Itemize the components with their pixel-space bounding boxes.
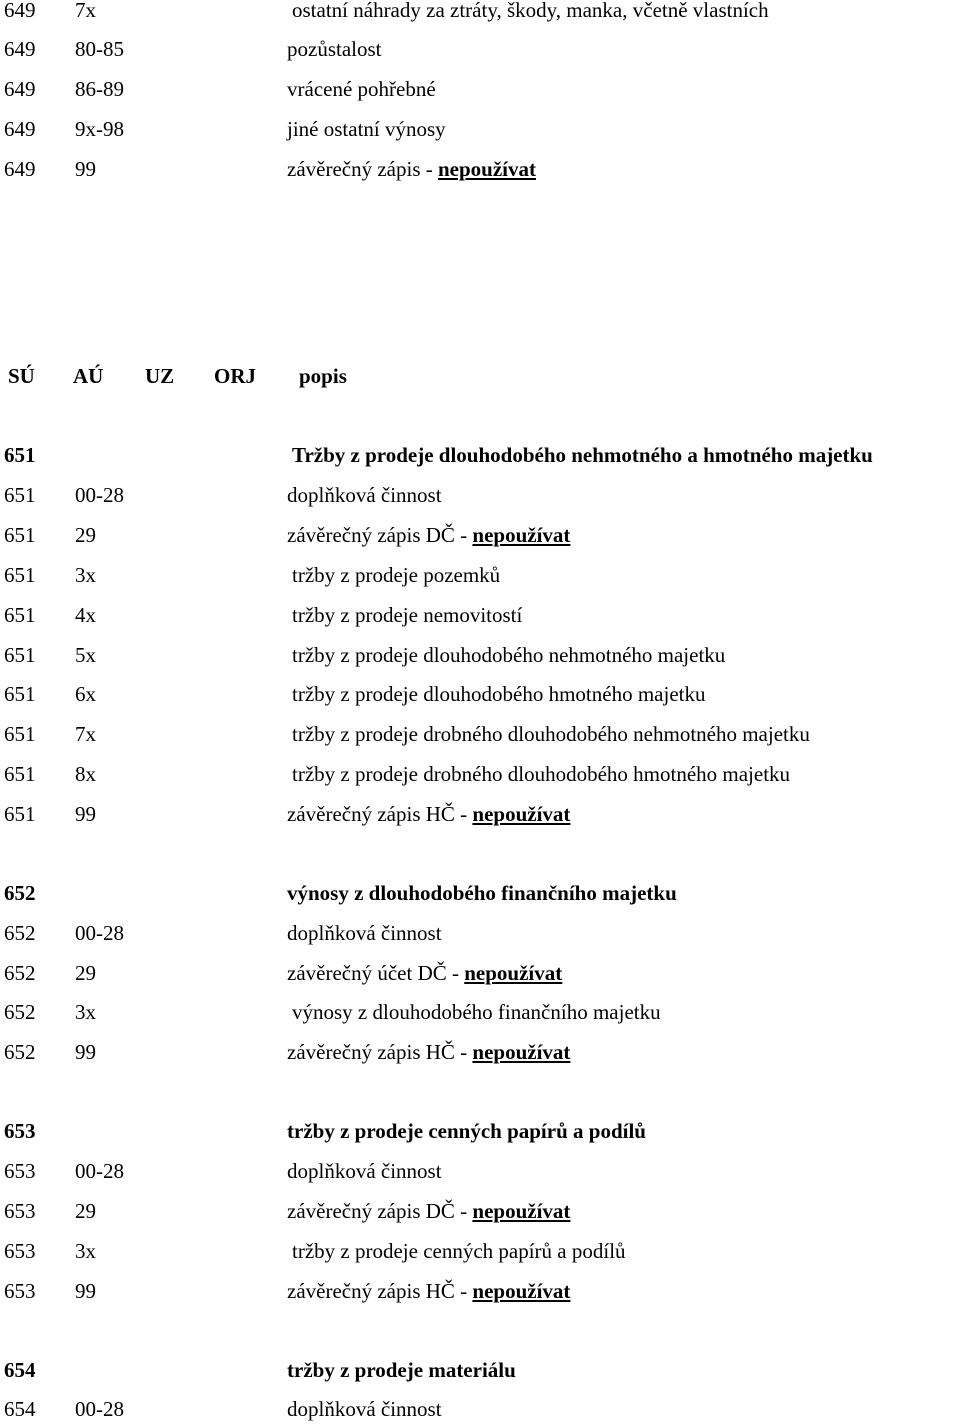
au-cell: 00-28 (75, 1159, 124, 1183)
su-cell: 649 (4, 77, 36, 101)
su-cell: 652 (4, 1040, 36, 1064)
au-cell: 3x (75, 1239, 96, 1263)
su-cell: 651 (4, 523, 36, 547)
au-cell: 86-89 (75, 77, 124, 101)
au-cell: 3x (75, 1000, 96, 1024)
desc-cell: pozůstalost (287, 37, 382, 61)
column-header (0, 361, 960, 391)
header-au: AÚ (73, 364, 104, 388)
section-code: 652 (4, 881, 36, 905)
desc-cell (287, 520, 570, 550)
desc-cell (287, 154, 536, 184)
desc-cell: tržby z prodeje nemovitostí (292, 603, 523, 627)
su-cell: 653 (4, 1239, 36, 1263)
desc-text: závěrečný zápis DČ - (287, 523, 473, 547)
desc-text: závěrečný zápis - (287, 157, 438, 181)
section-code: 653 (4, 1119, 36, 1143)
desc-text: závěrečný zápis DČ - (287, 1199, 473, 1223)
do-not-use-label: nepoužívat (472, 1279, 571, 1303)
table-row (0, 679, 960, 709)
table-row (0, 640, 960, 670)
desc-cell (287, 1276, 570, 1306)
table-row (0, 1196, 960, 1226)
desc-cell (287, 958, 562, 988)
table-row (0, 1236, 960, 1266)
su-cell: 652 (4, 961, 36, 985)
table-row (0, 799, 960, 829)
section-title: tržby z prodeje cenných papírů a podílů (287, 1119, 646, 1143)
desc-cell (287, 1037, 570, 1067)
au-cell: 9x-98 (75, 117, 124, 141)
su-cell: 651 (4, 643, 36, 667)
su-cell: 649 (4, 157, 36, 181)
au-cell: 29 (75, 523, 96, 547)
table-row (0, 0, 960, 25)
su-cell: 651 (4, 762, 36, 786)
au-cell: 3x (75, 563, 96, 587)
do-not-use-label: nepoužívat (472, 1040, 571, 1064)
desc-cell: výnosy z dlouhodobého finančního majetku (292, 1000, 661, 1024)
table-row (0, 520, 960, 550)
au-cell: 00-28 (75, 1397, 124, 1421)
desc-cell: tržby z prodeje dlouhodobého hmotného majetku (292, 682, 706, 706)
au-cell: 5x (75, 643, 96, 667)
su-cell: 651 (4, 682, 36, 706)
desc-text: závěrečný zápis HČ - (287, 1040, 473, 1064)
table-row (0, 918, 960, 948)
section-title: výnosy z dlouhodobého finančního majetku (287, 881, 677, 905)
au-cell: 29 (75, 961, 96, 985)
su-cell: 654 (4, 1397, 36, 1421)
table-row (0, 600, 960, 630)
table-row (0, 719, 960, 749)
au-cell: 99 (75, 802, 96, 826)
su-cell: 653 (4, 1279, 36, 1303)
au-cell: 4x (75, 603, 96, 627)
section-heading (0, 1355, 960, 1385)
au-cell: 99 (75, 1040, 96, 1064)
desc-cell: doplňková činnost (287, 1397, 442, 1421)
su-cell: 653 (4, 1159, 36, 1183)
table-row (0, 1394, 960, 1424)
section-heading (0, 878, 960, 908)
desc-text: závěrečný zápis HČ - (287, 1279, 473, 1303)
do-not-use-label: nepoužívat (438, 157, 537, 181)
au-cell: 00-28 (75, 483, 124, 507)
su-cell: 651 (4, 802, 36, 826)
su-cell: 649 (4, 0, 36, 22)
su-cell: 653 (4, 1199, 36, 1223)
do-not-use-label: nepoužívat (472, 1199, 571, 1223)
section-code: 651 (4, 443, 36, 467)
do-not-use-label: nepoužívat (472, 802, 571, 826)
desc-cell (287, 799, 570, 829)
su-cell: 649 (4, 37, 36, 61)
su-cell: 651 (4, 483, 36, 507)
section-code: 654 (4, 1358, 36, 1382)
table-row (0, 1037, 960, 1067)
table-row (0, 154, 960, 184)
su-cell: 651 (4, 722, 36, 746)
do-not-use-label: nepoužívat (472, 523, 571, 547)
table-row (0, 560, 960, 590)
do-not-use-label: nepoužívat (464, 961, 563, 985)
desc-cell: ostatní náhrady za ztráty, škody, manka, včetně vlastních (292, 0, 769, 22)
desc-cell: doplňková činnost (287, 921, 442, 945)
desc-cell: tržby z prodeje drobného dlouhodobého hmotného majetku (292, 762, 791, 786)
table-row (0, 997, 960, 1027)
su-cell: 649 (4, 117, 36, 141)
table-row (0, 34, 960, 64)
au-cell: 6x (75, 682, 96, 706)
table-row (0, 759, 960, 789)
table-row (0, 1156, 960, 1186)
header-uz: UZ (145, 364, 175, 388)
desc-cell: tržby z prodeje pozemků (292, 563, 501, 587)
table-row (0, 74, 960, 104)
header-orj: ORJ (214, 364, 256, 388)
section-heading (0, 1116, 960, 1146)
desc-cell: doplňková činnost (287, 1159, 442, 1183)
au-cell: 7x (75, 722, 96, 746)
section-heading (0, 440, 960, 470)
au-cell: 7x (75, 0, 96, 22)
desc-text: závěrečný zápis HČ - (287, 802, 473, 826)
au-cell: 99 (75, 157, 96, 181)
desc-cell: tržby z prodeje cenných papírů a podílů (292, 1239, 626, 1263)
au-cell: 8x (75, 762, 96, 786)
table-row (0, 480, 960, 510)
au-cell: 99 (75, 1279, 96, 1303)
desc-text: závěrečný účet DČ - (287, 961, 465, 985)
au-cell: 29 (75, 1199, 96, 1223)
section-title: Tržby z prodeje dlouhodobého nehmotného a hmotného majetku (292, 443, 873, 467)
au-cell: 80-85 (75, 37, 124, 61)
table-row (0, 958, 960, 988)
su-cell: 651 (4, 563, 36, 587)
au-cell: 00-28 (75, 921, 124, 945)
su-cell: 652 (4, 1000, 36, 1024)
su-cell: 651 (4, 603, 36, 627)
su-cell: 652 (4, 921, 36, 945)
desc-cell: jiné ostatní výnosy (287, 117, 446, 141)
header-su: SÚ (8, 364, 35, 388)
desc-cell: tržby z prodeje drobného dlouhodobého nehmotného majetku (292, 722, 810, 746)
table-row (0, 1276, 960, 1306)
desc-cell: vrácené pohřebné (287, 77, 436, 101)
header-popis: popis (299, 364, 347, 388)
desc-cell (287, 1196, 570, 1226)
section-title: tržby z prodeje materiálu (287, 1358, 516, 1382)
desc-cell: tržby z prodeje dlouhodobého nehmotného majetku (292, 643, 726, 667)
table-row (0, 114, 960, 144)
desc-cell: doplňková činnost (287, 483, 442, 507)
